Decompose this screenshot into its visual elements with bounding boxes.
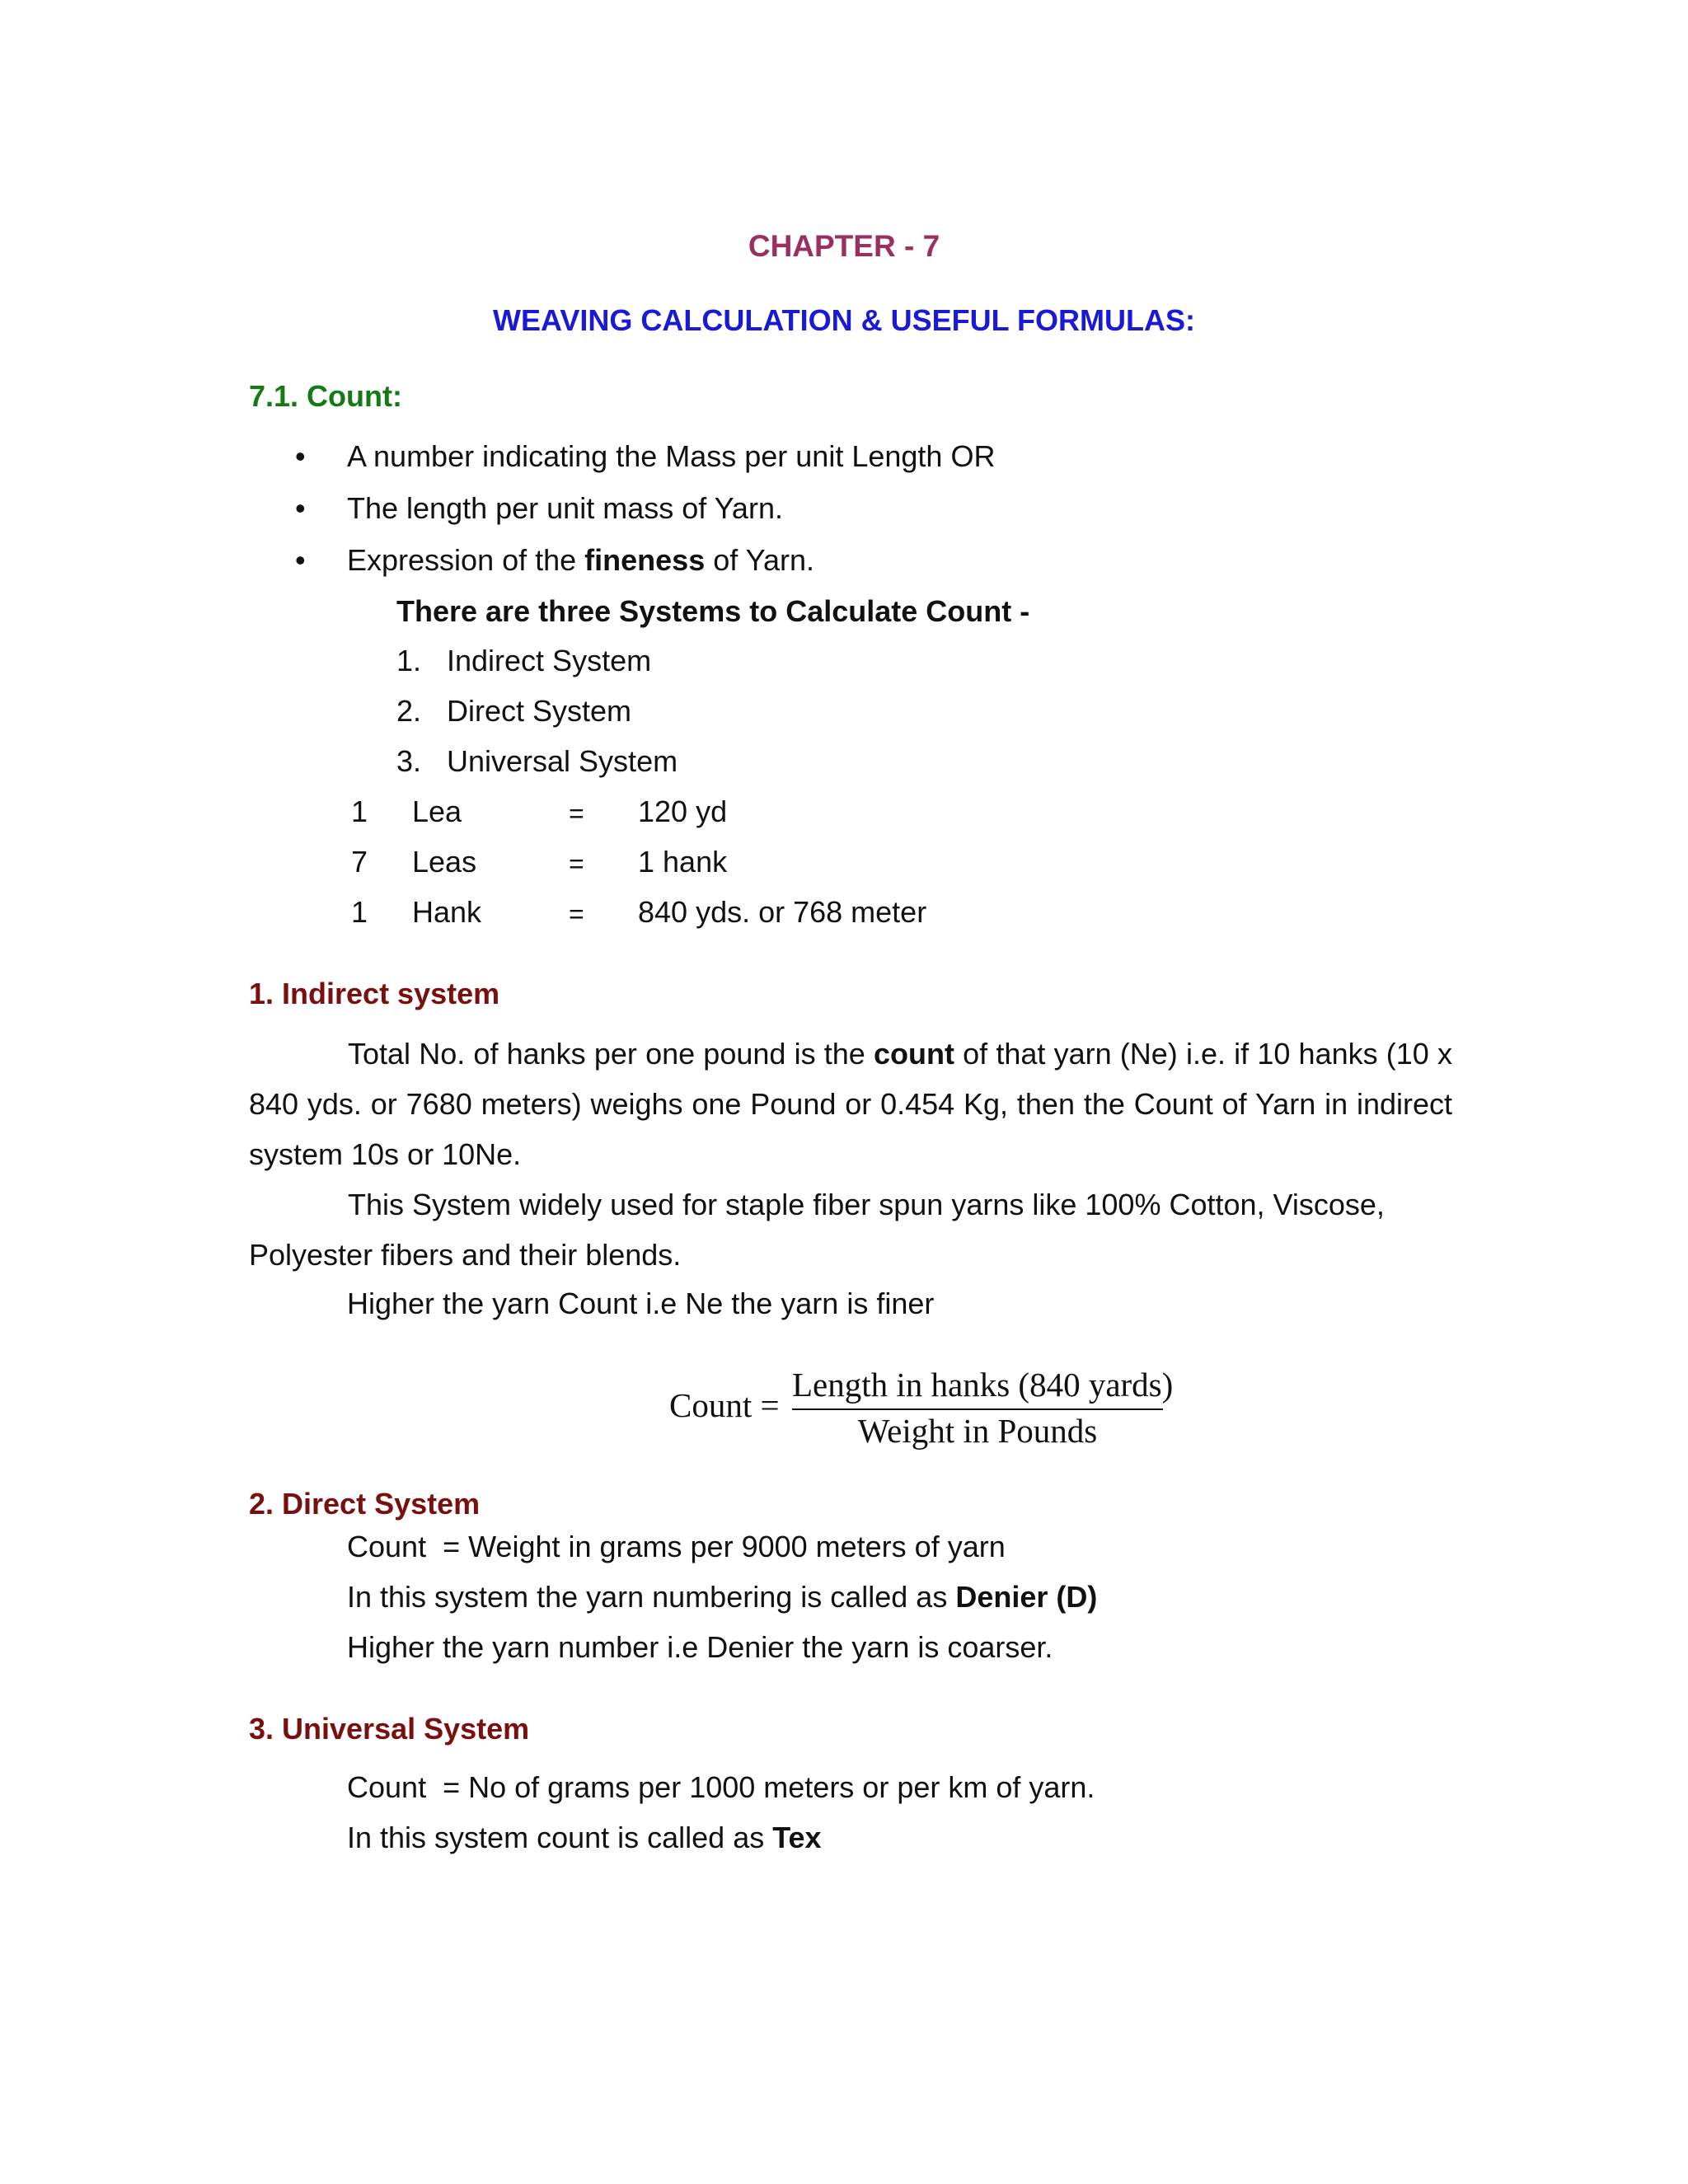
bullet-text-1: A number indicating the Mass per unit Length OR bbox=[347, 439, 996, 473]
direct-line-3: Higher the yarn number i.e Denier the yarn is coarser. bbox=[347, 1630, 1053, 1664]
chapter-heading: CHAPTER - 7 bbox=[748, 229, 940, 263]
systems-heading: There are three Systems to Calculate Count - bbox=[396, 594, 1030, 628]
indirect-paragraph-3: Higher the yarn Count i.e Ne the yarn is finer bbox=[347, 1286, 935, 1320]
bullet-text-3-post: of Yarn. bbox=[705, 543, 814, 577]
indirect-p1-pre: Total No. of hanks per one pound is the bbox=[348, 1037, 874, 1071]
direct-line-2-bold: Denier (D) bbox=[955, 1580, 1098, 1614]
indirect-paragraph-1 bbox=[249, 1029, 1452, 1179]
universal-line-1: Count = No of grams per 1000 meters or per km of yarn. bbox=[347, 1770, 1095, 1804]
unit-name-1: Lea bbox=[412, 794, 462, 828]
bullet-dot-1: • bbox=[295, 439, 306, 473]
indirect-paragraph-2: This System widely used for staple fiber spun yarns like 100% Cotton, Viscose, Polyester fibers and their blends. bbox=[249, 1188, 1385, 1272]
chapter-title: WEAVING CALCULATION & USEFUL FORMULAS: bbox=[493, 303, 1195, 337]
direct-line-1: Count = Weight in grams per 9000 meters of yarn bbox=[347, 1530, 1006, 1563]
formula-numerator: Length in hanks (840 yards) bbox=[792, 1366, 1174, 1404]
section-heading-indirect: 1. Indirect system bbox=[249, 977, 500, 1010]
indirect-p1-post: of that yarn (Ne) i.e. if 10 hanks (10 x 840 yds. or 7680 meters) weighs one Pound or 0.454 Kg, then the Count of Yarn in indirect system 10s or 10Ne. bbox=[249, 1037, 1453, 1171]
unit-qty-3: 1 bbox=[351, 895, 368, 929]
bullet-dot-3: • bbox=[295, 543, 306, 577]
unit-qty-2: 7 bbox=[351, 845, 368, 879]
universal-line-2 bbox=[347, 1820, 822, 1856]
section-heading-direct: 2. Direct System bbox=[249, 1487, 481, 1521]
unit-value-2: 1 hank bbox=[638, 845, 728, 879]
indirect-p1-bold: count bbox=[874, 1037, 954, 1071]
system-label-2: Direct System bbox=[447, 694, 632, 728]
bullet-text-3-pre: Expression of the bbox=[347, 543, 585, 577]
unit-eq-3: = bbox=[569, 899, 584, 929]
unit-value-3: 840 yds. or 768 meter bbox=[638, 895, 927, 929]
unit-qty-1: 1 bbox=[351, 794, 368, 828]
bullet-item-2 bbox=[347, 490, 783, 527]
bullet-item-3 bbox=[347, 542, 814, 579]
bullet-text-3-bold: fineness bbox=[584, 543, 706, 577]
direct-line-2 bbox=[347, 1579, 1097, 1615]
unit-name-3: Hank bbox=[412, 895, 482, 929]
section-heading-count: 7.1. Count: bbox=[249, 379, 402, 413]
bullet-dot-2: • bbox=[295, 491, 306, 525]
formula-fraction-bar bbox=[792, 1408, 1163, 1410]
universal-line-2-bold: Tex bbox=[772, 1821, 822, 1854]
unit-eq-2: = bbox=[569, 849, 584, 879]
system-num-1: 1. bbox=[396, 644, 422, 677]
system-num-2: 2. bbox=[396, 694, 422, 728]
unit-eq-1: = bbox=[569, 799, 584, 828]
bullet-item-1 bbox=[347, 438, 995, 475]
unit-name-2: Leas bbox=[412, 845, 477, 879]
bullet-text-2: The length per unit mass of Yarn. bbox=[347, 491, 783, 525]
section-heading-universal: 3. Universal System bbox=[249, 1712, 530, 1746]
formula-lhs: Count = bbox=[669, 1386, 780, 1424]
formula-denominator: Weight in Pounds bbox=[857, 1412, 1098, 1450]
system-label-3: Universal System bbox=[447, 744, 678, 778]
unit-value-1: 120 yd bbox=[638, 794, 728, 828]
system-num-3: 3. bbox=[396, 744, 422, 778]
direct-line-2-pre: In this system the yarn numbering is called as bbox=[347, 1580, 956, 1614]
system-label-1: Indirect System bbox=[447, 644, 652, 677]
universal-line-2-pre: In this system count is called as bbox=[347, 1821, 773, 1854]
